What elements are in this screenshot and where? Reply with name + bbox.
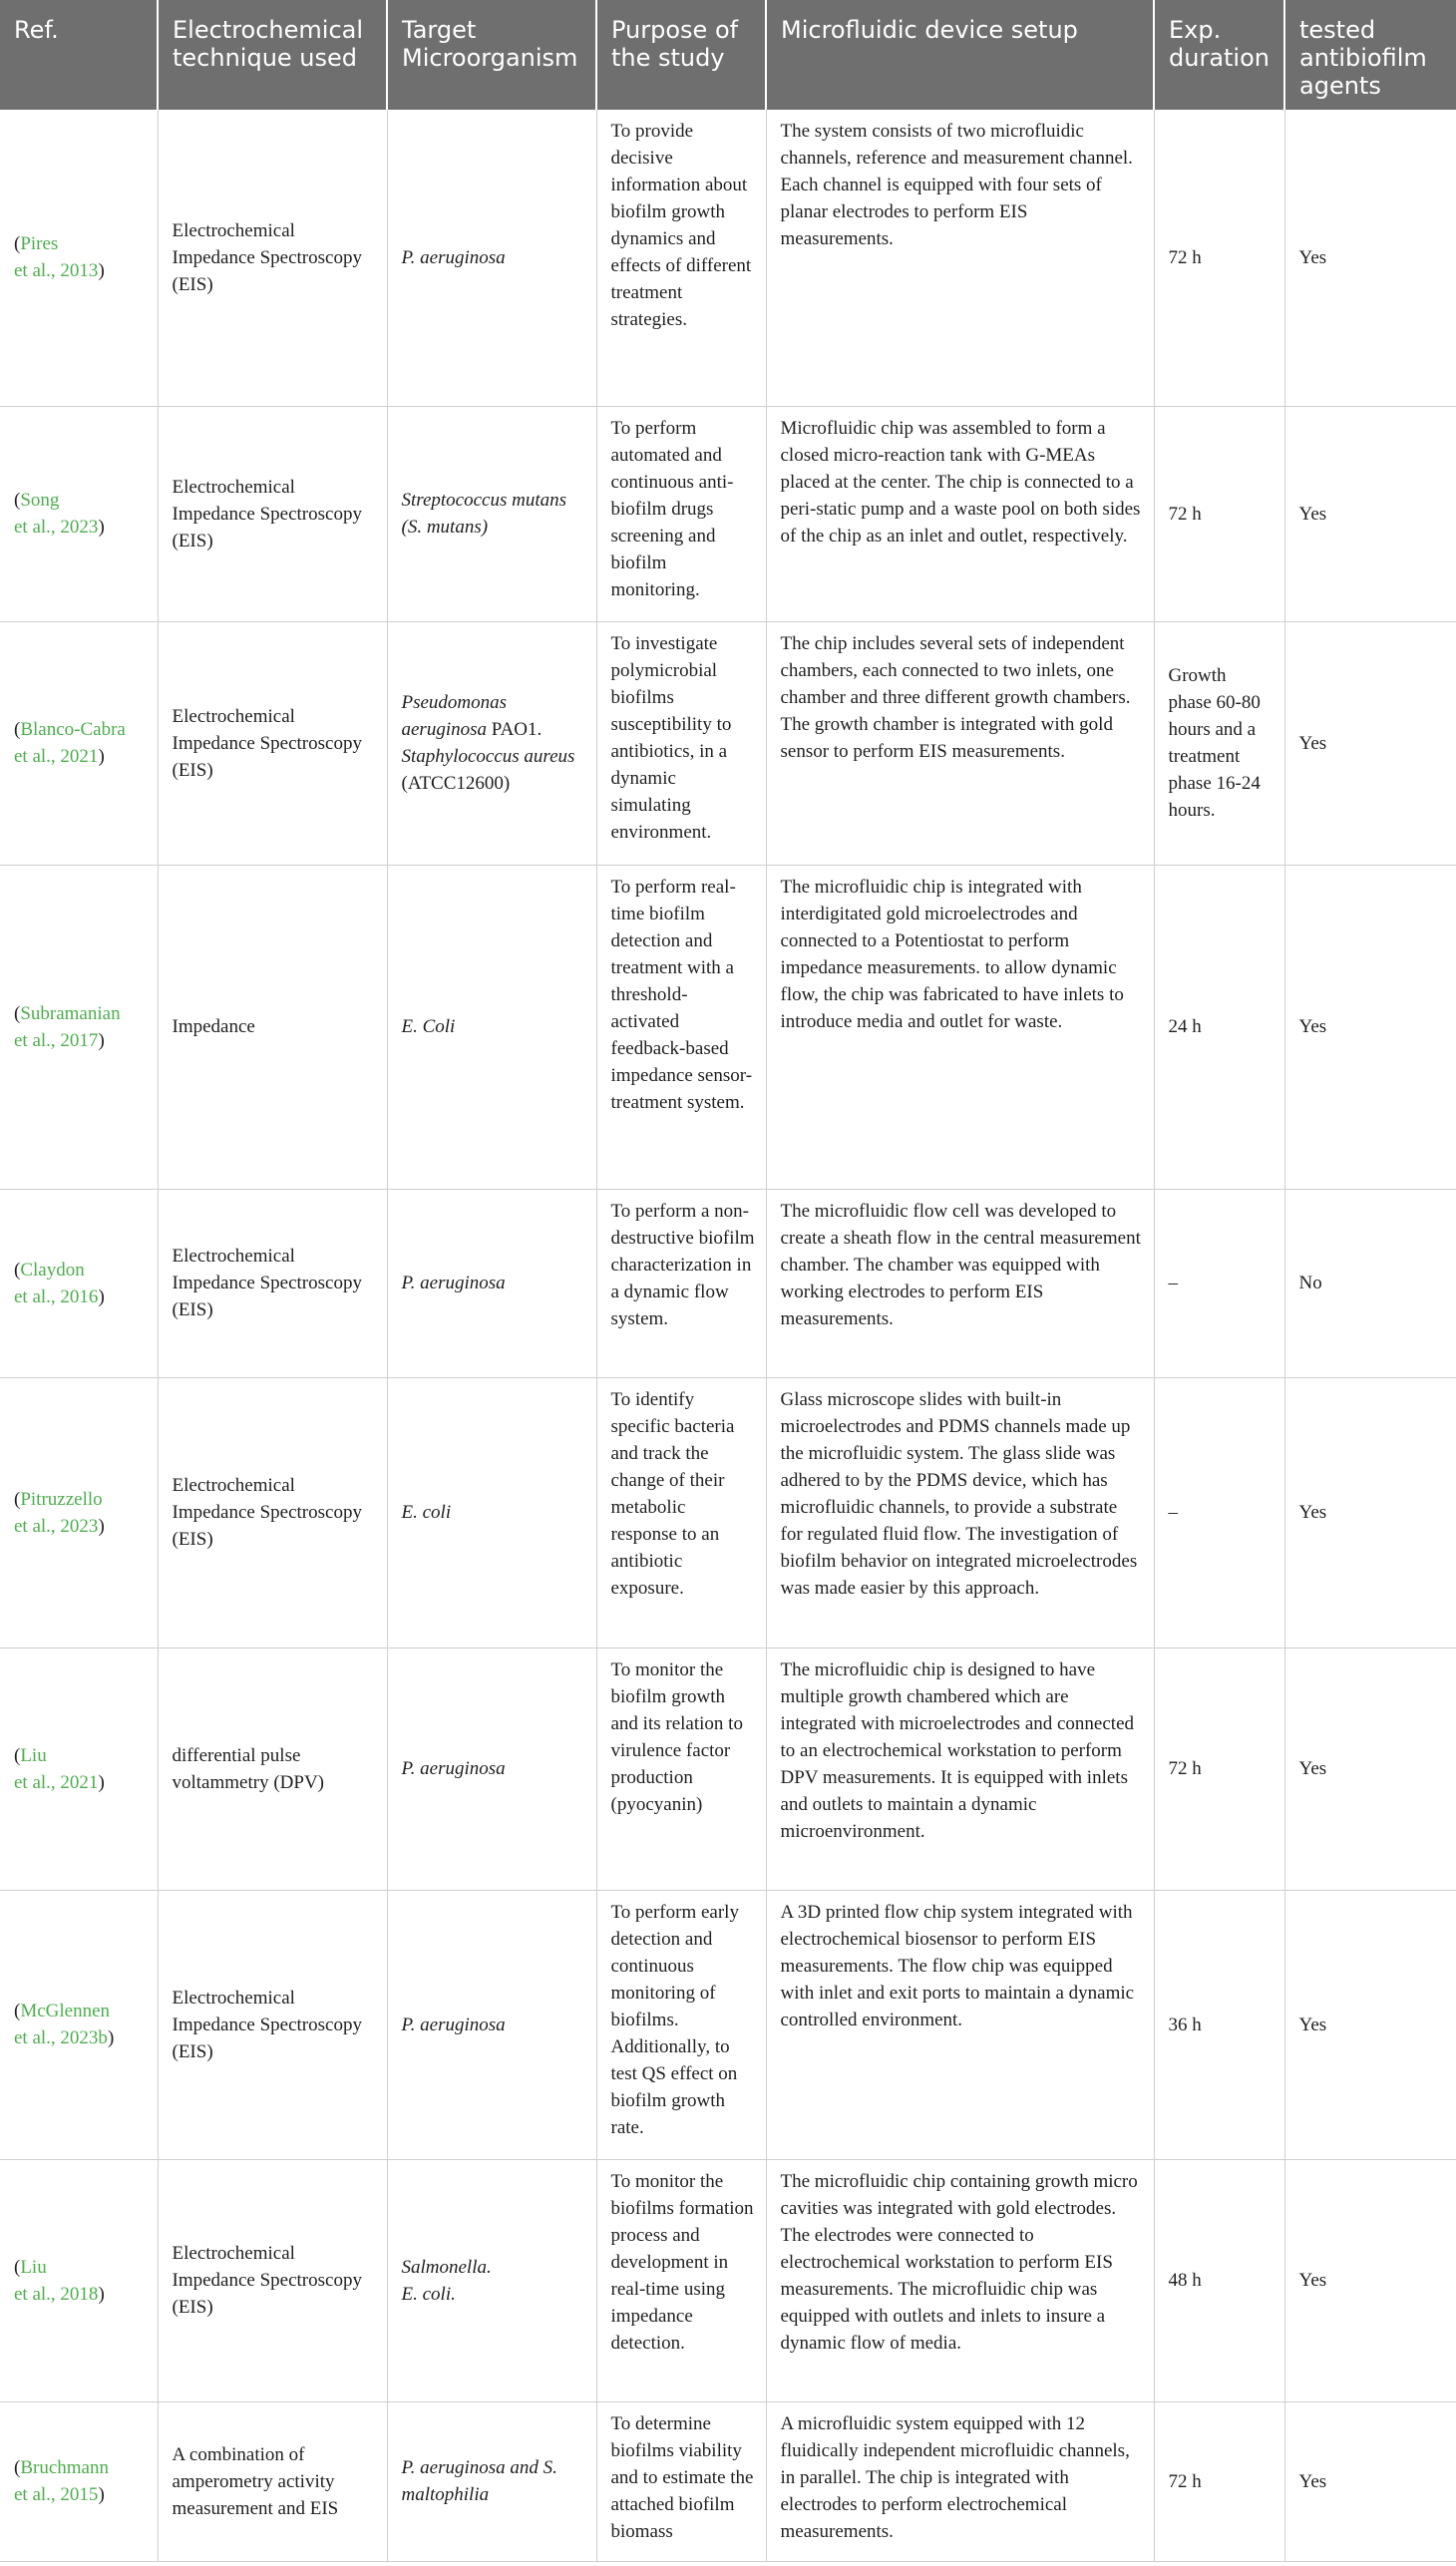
agents-cell: Yes: [1284, 621, 1456, 865]
citation-link[interactable]: Claydon: [20, 1259, 85, 1281]
setup-cell: The microfluidic chip containing growth micro cavities was integrated with gold electrodes. The electrodes were connected to electrochemical workstation to perform EIS measurements. The microfluidic chip was equipped with outlets and inlets to insure a dynamic flow of media.: [766, 2159, 1154, 2401]
citation-link[interactable]: et al., 2023b: [14, 2027, 108, 2048]
table-row: [0, 110, 1456, 406]
col-header-purpose: Purpose of the study: [596, 0, 766, 110]
agents-cell: Yes: [1284, 1377, 1456, 1648]
organism-cell: Streptococcus mutans (S. mutans): [387, 406, 596, 621]
setup-cell: Microfluidic chip was assembled to form a closed micro-reaction tank with G-MEAs placed at the center. The chip is connected to a peri-static pump and a waste pool on both sides of the chip as an inlet and outlet, respectively.: [766, 406, 1154, 621]
setup-cell: The microfluidic chip is designed to have multiple growth chambered which are integrated with microelectrodes and connected to an electrochemical workstation to perform DPV measurements. It is equipped with inlets and outlets to maintain a dynamic microenvironment.: [766, 1648, 1154, 1890]
col-header-ref: Ref.: [0, 0, 158, 110]
ref-cell: (Liu et al., 2018): [0, 2159, 158, 2401]
organism-name: Salmonella.: [401, 2256, 492, 2278]
table-row: [0, 2159, 1456, 2401]
technique-cell: Electrochemical Impedance Spectroscopy (EIS): [158, 406, 387, 621]
duration-cell: –: [1154, 1377, 1284, 1648]
col-header-setup: Microfluidic device setup: [766, 0, 1154, 110]
duration-cell: Growth phase 60-80 hours and a treatment phase 16-24 hours.: [1154, 621, 1284, 865]
agents-cell: Yes: [1284, 1890, 1456, 2159]
ref-cell: (Blanco-Cabra et al., 2021): [0, 621, 158, 865]
agents-cell: Yes: [1284, 110, 1456, 406]
organism-name: E. coli.: [401, 2283, 456, 2305]
organism-cell: E. coli: [387, 1377, 596, 1648]
organism-cell: E. Coli: [387, 865, 596, 1189]
table-row: [0, 406, 1456, 621]
organism-strain: (ATCC12600): [401, 773, 511, 794]
technique-cell: differential pulse voltammetry (DPV): [158, 1648, 387, 1890]
purpose-cell: To perform a non-destructive biofilm characterization in a dynamic flow system.: [596, 1189, 766, 1377]
col-header-organism: Target Microorganism: [387, 0, 596, 110]
citation-link[interactable]: et al., 2023: [14, 517, 99, 538]
table-row: [0, 1377, 1456, 1648]
technique-cell: Electrochemical Impedance Spectroscopy (EIS): [158, 621, 387, 865]
table-row: [0, 621, 1456, 865]
agents-cell: Yes: [1284, 406, 1456, 621]
setup-cell: The system consists of two microfluidic channels, reference and measurement channel. Each channel is equipped with four sets of planar electrodes to perform EIS measurements.: [766, 110, 1154, 406]
citation-link[interactable]: et al., 2016: [14, 1285, 99, 1307]
col-header-technique: Electrochemical technique used: [158, 0, 387, 110]
organism-name: Staphylococcus aureus: [401, 746, 575, 767]
ref-cell: (Liu et al., 2021): [0, 1648, 158, 1890]
organism-cell: P. aeruginosa: [387, 110, 596, 406]
ref-cell: (Song et al., 2023): [0, 406, 158, 621]
citation-link[interactable]: Pitruzzello: [20, 1488, 103, 1510]
agents-cell: Yes: [1284, 2159, 1456, 2401]
citation-link[interactable]: Subramanian: [20, 1002, 121, 1024]
setup-cell: Glass microscope slides with built-in microelectrodes and PDMS channels made up the microfluidic system. The glass slide was adhered to by the PDMS device, which has microfluidic channels, to provide a substrate for regulated fluid flow. The investigation of biofilm behavior on integrated microelectrodes was made easier by this approach.: [766, 1377, 1154, 1648]
citation-link[interactable]: Liu: [20, 2256, 47, 2278]
agents-cell: Yes: [1284, 865, 1456, 1189]
agents-cell: No: [1284, 1189, 1456, 1377]
purpose-cell: To investigate polymicrobial biofilms susceptibility to antibiotics, in a dynamic simulating environment.: [596, 621, 766, 865]
setup-cell: The microfluidic flow cell was developed to create a sheath flow in the central measurement chamber. The chamber was equipped with working electrodes to perform EIS measurements.: [766, 1189, 1154, 1377]
technique-cell: Electrochemical Impedance Spectroscopy (EIS): [158, 1377, 387, 1648]
duration-cell: 24 h: [1154, 865, 1284, 1189]
header-row: [0, 0, 1456, 110]
purpose-cell: To perform real-time biofilm detection and treatment with a threshold-activated feedback-based impedance sensor-treatment system.: [596, 865, 766, 1189]
citation-link[interactable]: Song: [20, 490, 60, 511]
citation-link[interactable]: Liu: [20, 1744, 47, 1766]
table-row: [0, 2401, 1456, 2561]
technique-cell: Electrochemical Impedance Spectroscopy (EIS): [158, 110, 387, 406]
citation-link[interactable]: et al., 2023: [14, 1515, 99, 1537]
citation-link[interactable]: Bruchmann: [20, 2457, 109, 2478]
purpose-cell: To monitor the biofilm growth and its relation to virulence factor production (pyocyanin): [596, 1648, 766, 1890]
citation-link[interactable]: Pires: [20, 233, 59, 255]
citation-link[interactable]: et al., 2018: [14, 2283, 99, 2305]
ref-cell: (Bruchmann et al., 2015): [0, 2401, 158, 2561]
citation-link[interactable]: Blanco-Cabra: [20, 719, 126, 740]
organism-name: Pseudomonas aeruginosa: [401, 692, 508, 740]
organism-cell: [387, 621, 596, 865]
col-header-agents: tested antibiofilm agents: [1284, 0, 1456, 110]
table-row: [0, 1890, 1456, 2159]
ref-cell: (Subramanian et al., 2017): [0, 865, 158, 1189]
technique-cell: Impedance: [158, 865, 387, 1189]
citation-link[interactable]: et al., 2013: [14, 260, 99, 282]
duration-cell: 72 h: [1154, 110, 1284, 406]
organism-cell: [387, 2159, 596, 2401]
agents-cell: Yes: [1284, 1648, 1456, 1890]
purpose-cell: To perform early detection and continuous monitoring of biofilms. Additionally, to test QS effect on biofilm growth rate.: [596, 1890, 766, 2159]
setup-cell: The chip includes several sets of independent chambers, each connected to two inlets, one chamber and three different growth chambers. The growth chamber is integrated with gold sensor to perform EIS measurements.: [766, 621, 1154, 865]
technique-cell: A combination of amperometry activity measurement and EIS: [158, 2401, 387, 2561]
ref-cell: (Pitruzzello et al., 2023): [0, 1377, 158, 1648]
duration-cell: 72 h: [1154, 406, 1284, 621]
purpose-cell: To provide decisive information about biofilm growth dynamics and effects of different treatment strategies.: [596, 110, 766, 406]
purpose-cell: To monitor the biofilms formation process and development in real-time using impedance detection.: [596, 2159, 766, 2401]
technique-cell: Electrochemical Impedance Spectroscopy (EIS): [158, 2159, 387, 2401]
citation-link[interactable]: et al., 2017: [14, 1029, 99, 1051]
citation-link[interactable]: et al., 2021: [14, 1771, 99, 1793]
duration-cell: 48 h: [1154, 2159, 1284, 2401]
setup-cell: A 3D printed flow chip system integrated with electrochemical biosensor to perform EIS measurements. The flow chip was equipped with inlet and exit ports to maintain a dynamic controlled environment.: [766, 1890, 1154, 2159]
organism-cell: P. aeruginosa: [387, 1189, 596, 1377]
technique-cell: Electrochemical Impedance Spectroscopy (EIS): [158, 1189, 387, 1377]
organism-strain: PAO1.: [491, 719, 543, 740]
citation-link[interactable]: McGlennen: [20, 2001, 111, 2021]
table-row: [0, 865, 1456, 1189]
technique-cell: Electrochemical Impedance Spectroscopy (EIS): [158, 1890, 387, 2159]
duration-cell: –: [1154, 1189, 1284, 1377]
purpose-cell: To determine biofilms viability and to estimate the attached biofilm biomass: [596, 2401, 766, 2561]
duration-cell: 36 h: [1154, 1890, 1284, 2159]
ref-cell: (Pires et al., 2013): [0, 110, 158, 406]
table-row: [0, 1648, 1456, 1890]
setup-cell: A microfluidic system equipped with 12 fluidically independent microfluidic channels, in parallel. The chip is integrated with electrodes to perform electrochemical measurements.: [766, 2401, 1154, 2561]
duration-cell: 72 h: [1154, 1648, 1284, 1890]
organism-cell: P. aeruginosa: [387, 1648, 596, 1890]
purpose-cell: To identify specific bacteria and track the change of their metabolic response to an antibiotic exposure.: [596, 1377, 766, 1648]
setup-cell: The microfluidic chip is integrated with interdigitated gold microelectrodes and connected to a Potentiostat to perform impedance measurements. to allow dynamic flow, the chip was fabricated to have inlets to introduce media and outlet for waste.: [766, 865, 1154, 1189]
organism-cell: P. aeruginosa and S. maltophilia: [387, 2401, 596, 2561]
organism-cell: P. aeruginosa: [387, 1890, 596, 2159]
col-header-duration: Exp. duration: [1154, 0, 1284, 110]
ref-cell: (McGlennen et al., 2023b): [0, 1890, 158, 2159]
citation-link[interactable]: et al., 2021: [14, 746, 99, 767]
ref-cell: (Claydon et al., 2016): [0, 1189, 158, 1377]
duration-cell: 72 h: [1154, 2401, 1284, 2561]
table-row: [0, 1189, 1456, 1377]
purpose-cell: To perform automated and continuous anti-biofilm drugs screening and biofilm monitoring.: [596, 406, 766, 621]
agents-cell: Yes: [1284, 2401, 1456, 2561]
citation-link[interactable]: et al., 2015: [14, 2484, 99, 2505]
